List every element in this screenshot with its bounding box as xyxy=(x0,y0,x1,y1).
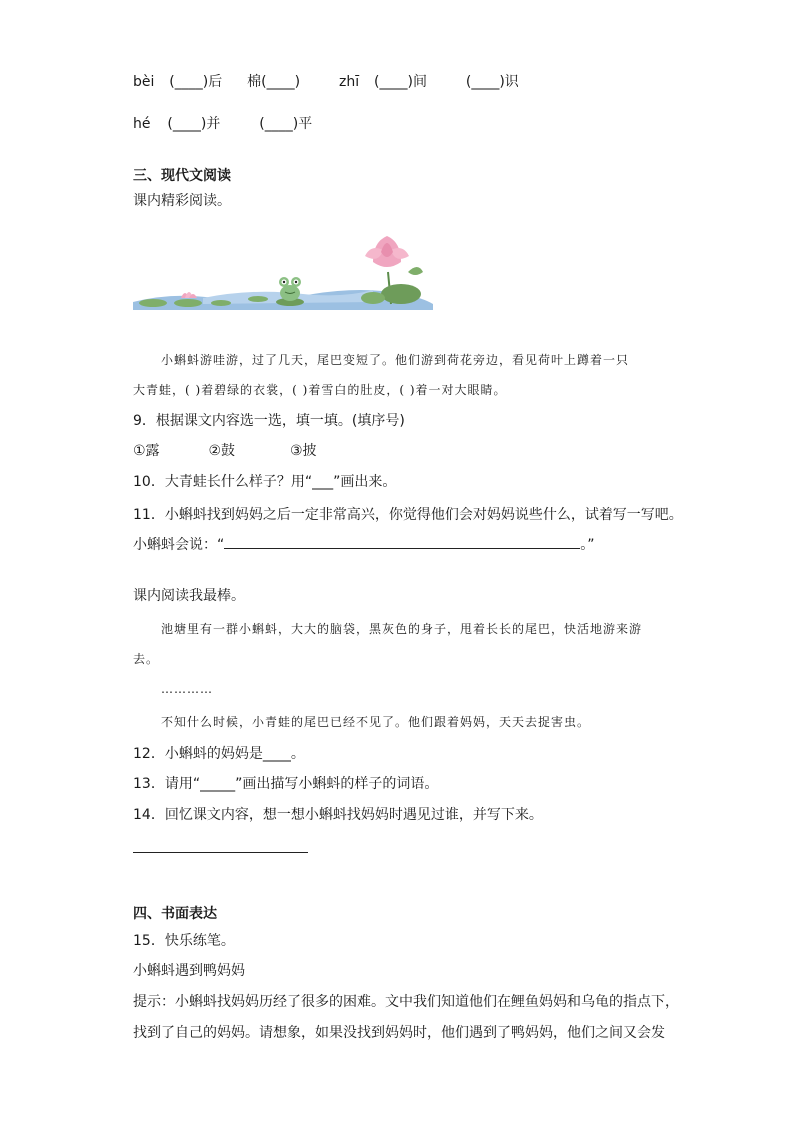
question-9: 9．根据课文内容选一选，填一填。(填序号) xyxy=(133,413,405,429)
pinyin-zhi: zhī xyxy=(338,74,360,90)
passage-2-line-2: 去。 xyxy=(133,652,160,666)
pinyin-bei: bèi xyxy=(133,74,155,90)
passage-2-line-3: 不知什么时候，小青蛙的尾巴已经不见了。他们跟着妈妈，天天去捉害虫。 xyxy=(161,715,591,729)
answer-suffix: 。” xyxy=(580,537,595,553)
blank-he: (____) xyxy=(167,116,207,132)
pinyin-row-1 xyxy=(133,73,519,91)
writing-topic: 小蝌蚪遇到鸭妈妈 xyxy=(133,963,245,979)
question-12: 12．小蝌蚪的妈妈是____。 xyxy=(133,746,305,762)
option-3: ③披 xyxy=(289,443,317,459)
question-13: 13．请用“_____”画出描写小蝌蚪的样子的词语。 xyxy=(133,776,439,792)
pinyin-row-2 xyxy=(133,115,312,133)
section-3-sub2: 课内阅读我最棒。 xyxy=(133,588,245,604)
hint-line-1: 提示：小蝌蚪找妈妈历经了很多的困难。文中我们知道他们在鲤鱼妈妈和乌龟的指点下， xyxy=(133,994,679,1010)
char-shi: 识 xyxy=(504,74,519,90)
hint-line-2: 找到了自己的妈妈。请想象，如果没找到妈妈时，他们遇到了鸭妈妈，他们之间又会发 xyxy=(133,1025,665,1041)
passage-2-ellipsis: ………… xyxy=(161,682,213,696)
char-jian: 间 xyxy=(412,74,427,90)
frog-icon xyxy=(279,277,301,301)
section-3-title: 三、现代文阅读 xyxy=(133,168,231,184)
lotus-plant xyxy=(361,236,423,304)
question-10: 10．大青蛙长什么样子？用“___”画出来。 xyxy=(133,474,397,490)
question-15: 15．快乐练笔。 xyxy=(133,933,235,949)
question-11-answer xyxy=(133,536,595,554)
pinyin-he: hé xyxy=(133,116,151,132)
passage-2-line-1: 池塘里有一群小蝌蚪，大大的脑袋，黑灰色的身子，甩着长长的尾巴，快活地游来游 xyxy=(161,622,643,636)
blank-bei: (____) xyxy=(169,74,209,90)
question-14: 14．回忆课文内容，想一想小蝌蚪找妈妈时遇见过谁，并写下来。 xyxy=(133,807,543,823)
option-2: ②鼓 xyxy=(208,443,236,459)
option-1: ①露 xyxy=(133,443,160,459)
blank-shi: (____) xyxy=(465,74,505,90)
answer-blank[interactable] xyxy=(224,536,580,549)
blank-mian: 棉(____) xyxy=(247,74,301,90)
pond-illustration xyxy=(133,232,438,312)
blank-ping: (____) xyxy=(259,116,299,132)
question-11: 11．小蝌蚪找到妈妈之后一定非常高兴，你觉得他们会对妈妈说些什么，试着写一写吧。 xyxy=(133,507,683,523)
section-3-sub1: 课内精彩阅读。 xyxy=(133,193,231,209)
char-bing: 并 xyxy=(206,116,221,132)
answer-prefix: 小蝌蚪会说：“ xyxy=(133,537,225,553)
section-4-title: 四、书面表达 xyxy=(133,906,217,922)
passage-1-line-2: 大青蛙，( )着碧绿的衣裳，( )着雪白的肚皮，( )着一对大眼睛。 xyxy=(133,383,507,397)
char-hou: 后 xyxy=(208,74,223,90)
question-9-options xyxy=(133,442,317,460)
passage-1-line-1: 小蝌蚪游哇游，过了几天，尾巴变短了。他们游到荷花旁边，看见荷叶上蹲着一只 xyxy=(161,353,630,367)
question-14-answer-line[interactable] xyxy=(133,852,308,853)
blank-zhi: (____) xyxy=(374,74,413,90)
small-lotus xyxy=(181,292,197,298)
char-ping: 平 xyxy=(298,116,313,132)
